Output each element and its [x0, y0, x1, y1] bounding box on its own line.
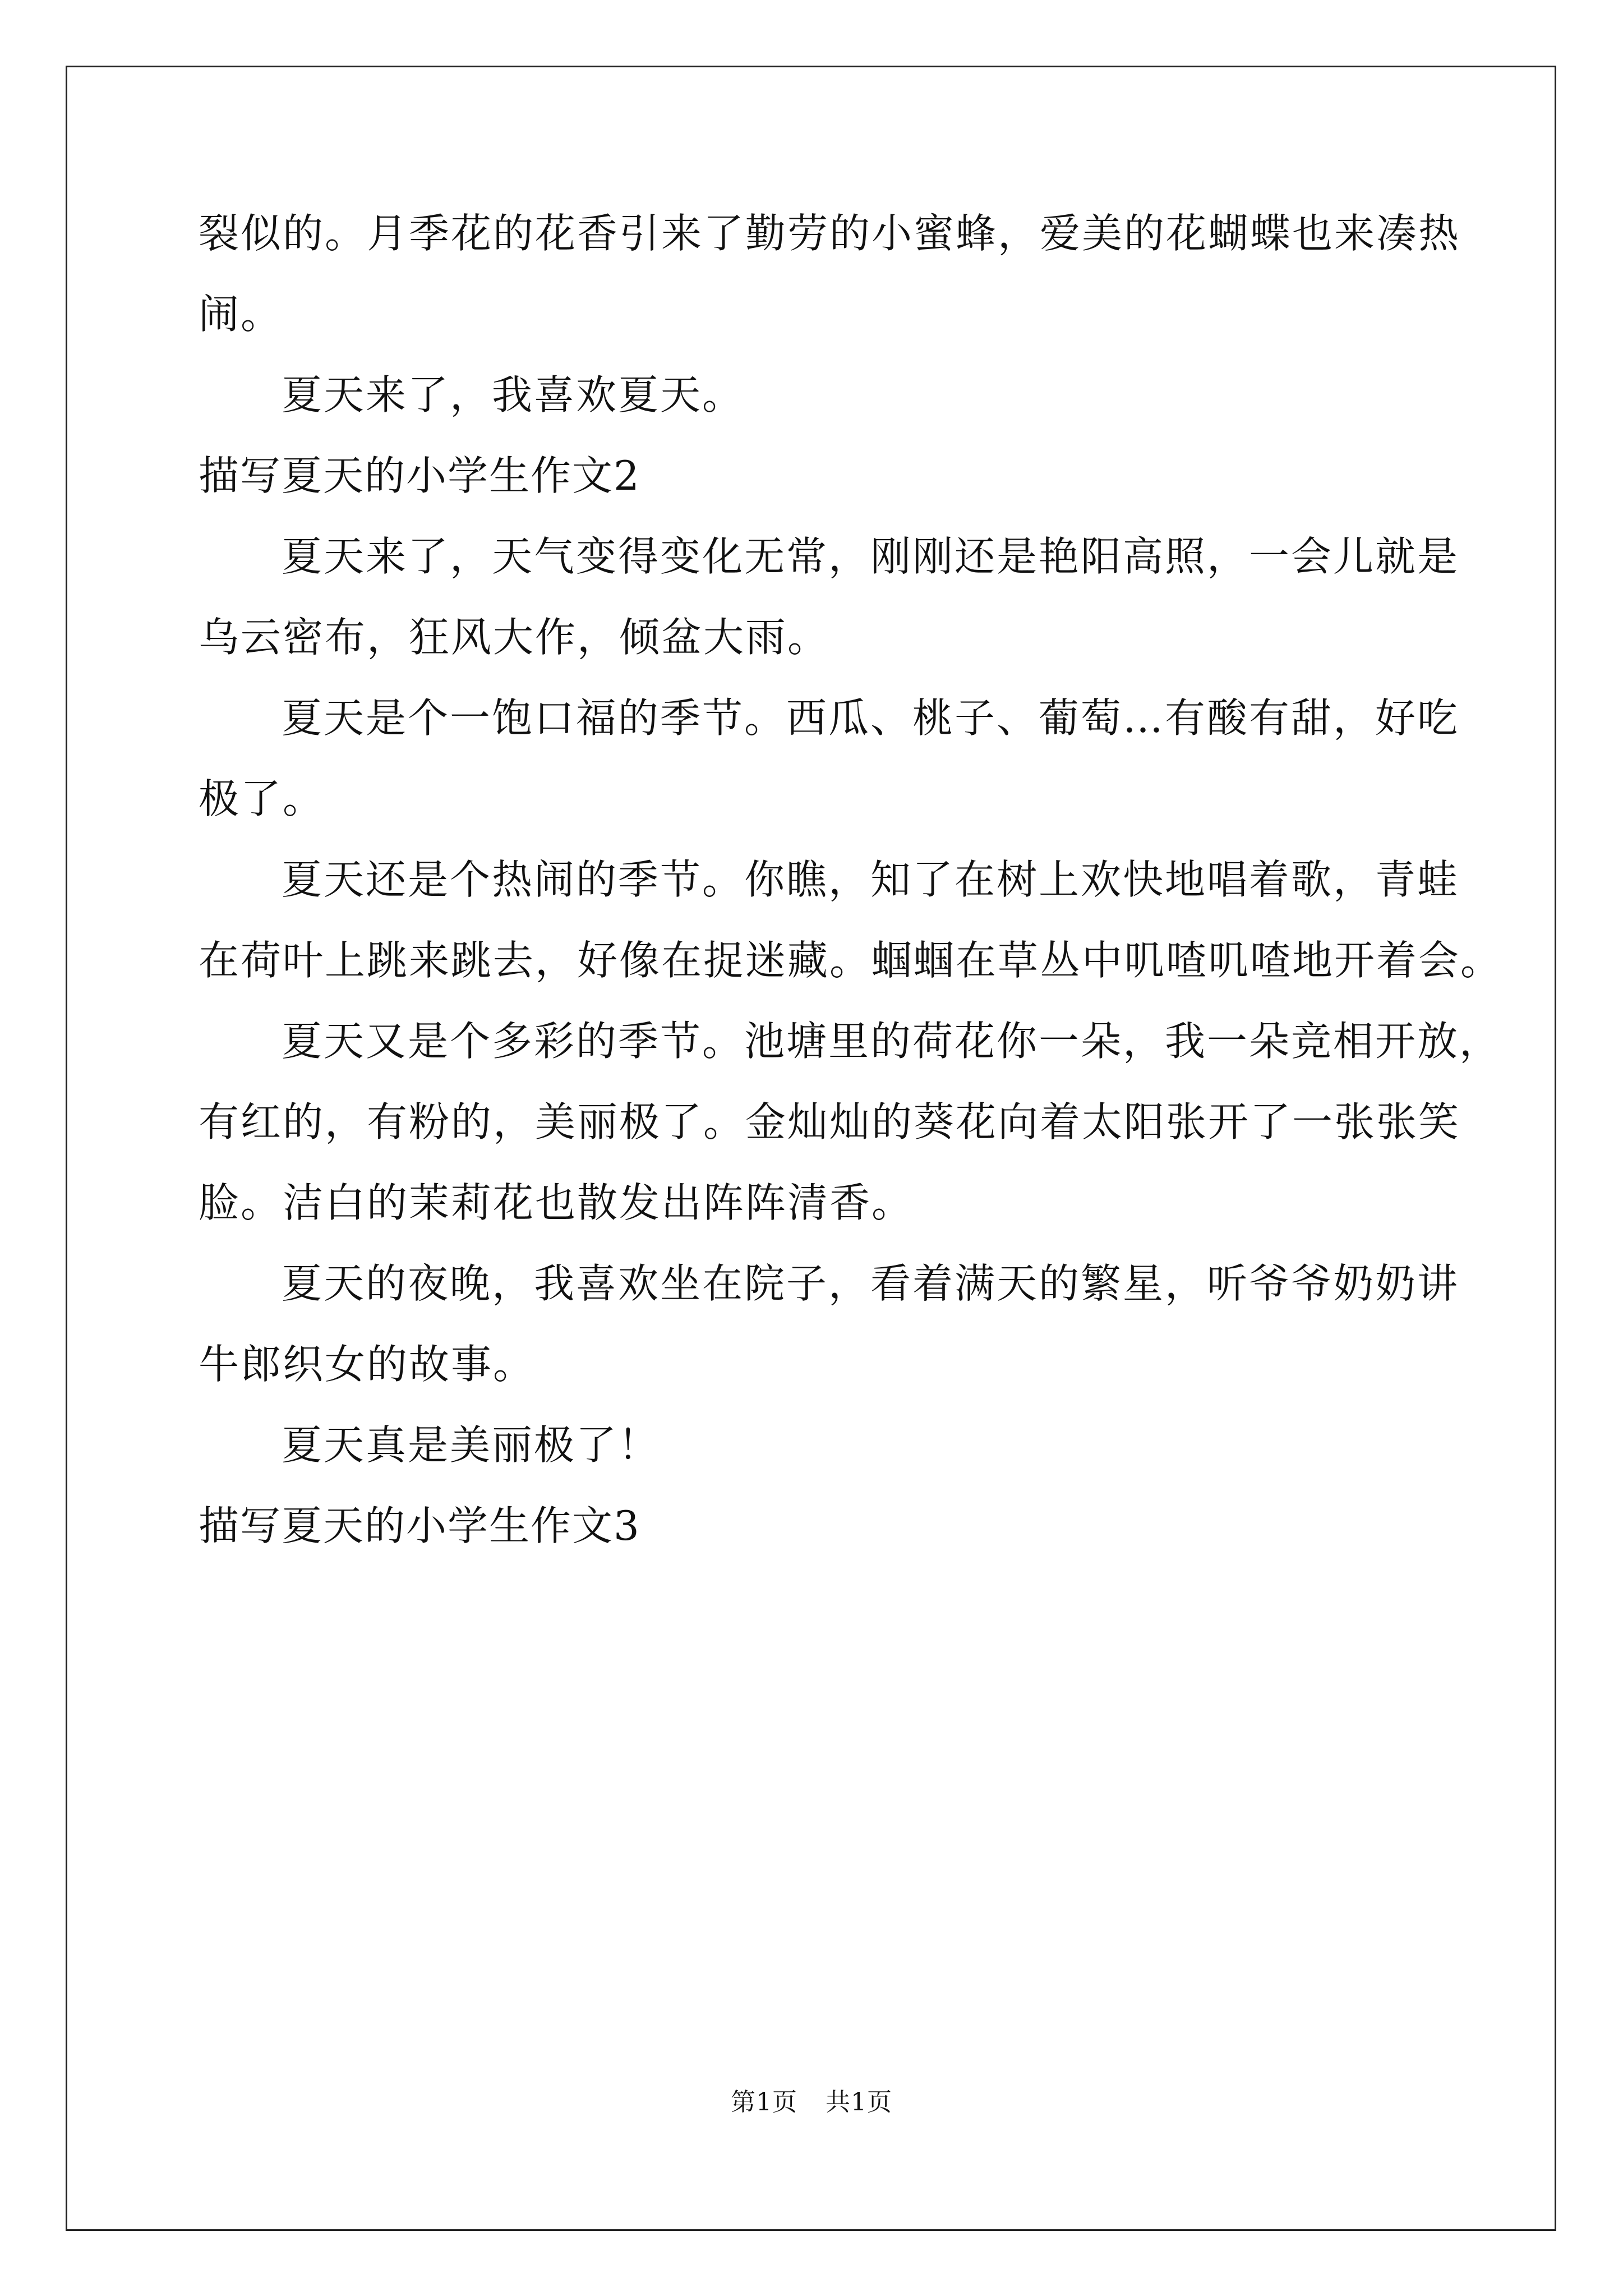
paragraph-line: 夏天又是个多彩的季节。池塘里的荷花你一朵，我一朵竞相开放，	[282, 1018, 1502, 1065]
page-number-total: 共1页	[826, 2088, 892, 2116]
paragraph-line: 夏天还是个热闹的季节。你瞧，知了在树上欢快地唱着歌，青蛙	[282, 856, 1460, 903]
page-number-current: 第1页	[731, 2088, 797, 2116]
section-heading-2: 描写夏天的小学生作文2	[199, 452, 640, 499]
text-line: 裂似的。月季花的花香引来了勤劳的小蜜蜂，爱美的花蝴蝶也来凑热	[199, 210, 1461, 257]
page-footer	[0, 2090, 1623, 2115]
section-heading-3: 描写夏天的小学生作文3	[199, 1502, 640, 1549]
text-line: 脸。洁白的茉莉花也散发出阵阵清香。	[199, 1179, 914, 1226]
text-line: 极了。	[199, 775, 325, 822]
paragraph-line: 夏天来了，天气变得变化无常，刚刚还是艳阳高照，一会儿就是	[282, 533, 1460, 580]
text-line: 有红的，有粉的，美丽极了。金灿灿的葵花向着太阳张开了一张张笑	[199, 1098, 1461, 1145]
text-line: 乌云密布，狂风大作，倾盆大雨。	[199, 614, 830, 661]
paragraph-line: 夏天的夜晚，我喜欢坐在院子，看着满天的繁星，听爷爷奶奶讲	[282, 1260, 1460, 1307]
text-line: 牛郎织女的故事。	[199, 1341, 536, 1388]
paragraph-line: 夏天来了，我喜欢夏天。	[282, 371, 745, 418]
text-line: 在荷叶上跳来跳去，好像在捉迷藏。蝈蝈在草丛中叽喳叽喳地开着会。	[199, 937, 1503, 984]
paragraph-line: 夏天真是美丽极了！	[282, 1421, 661, 1469]
paragraph-line: 夏天是个一饱口福的季节。西瓜、桃子、葡萄…有酸有甜，好吃	[282, 694, 1460, 742]
text-line: 闹。	[199, 291, 283, 338]
